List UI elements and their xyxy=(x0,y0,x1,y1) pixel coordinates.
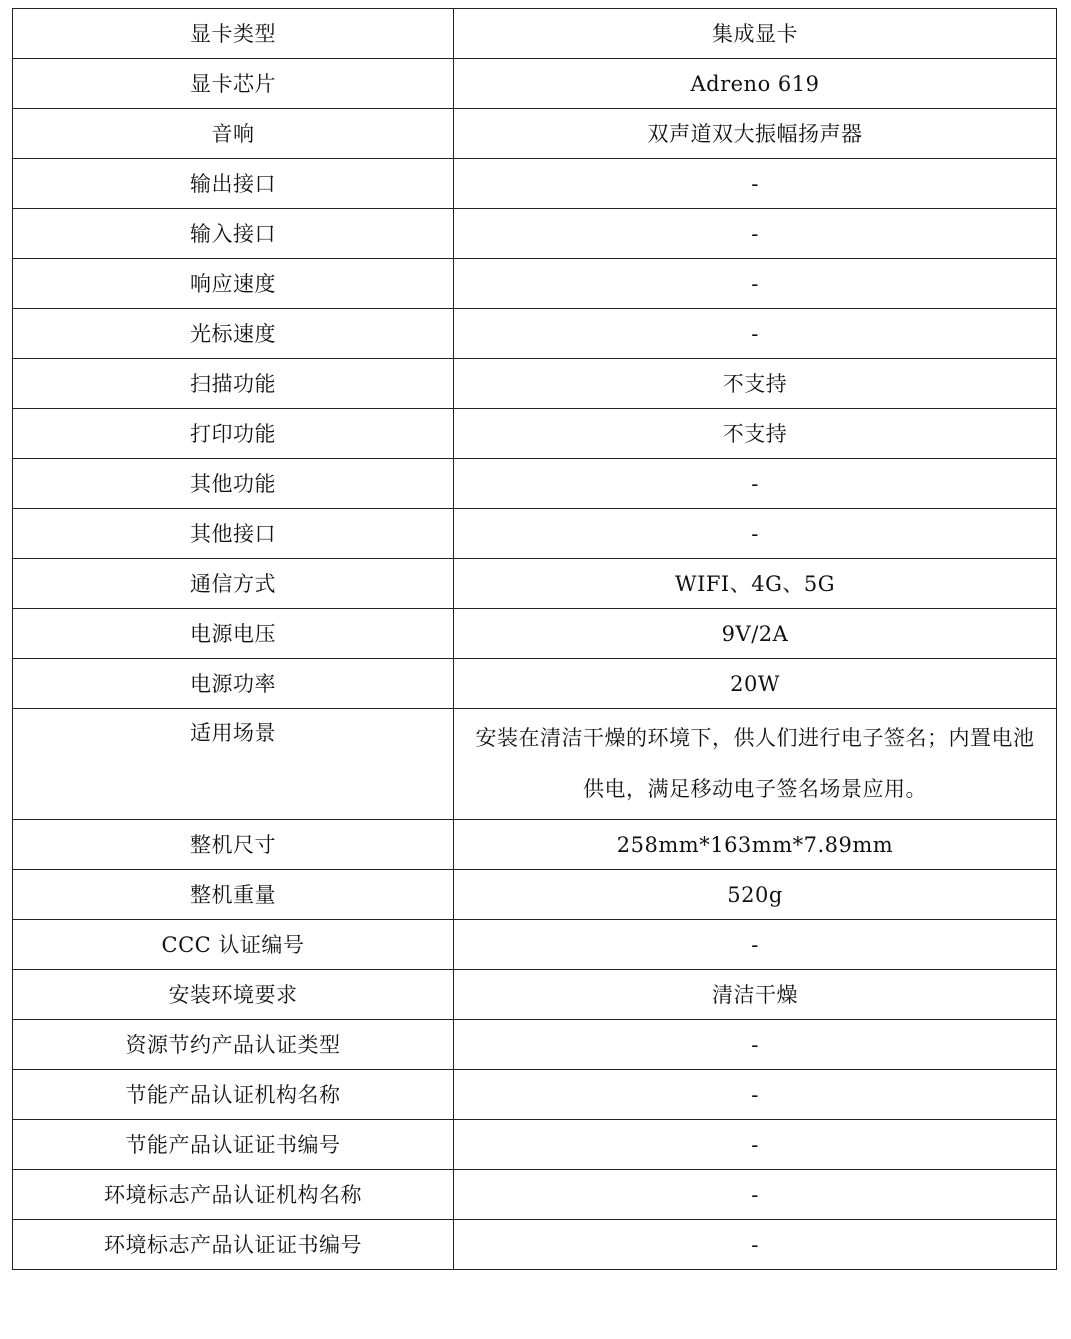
table-row xyxy=(13,970,1057,1020)
row-value: - xyxy=(454,509,1057,559)
row-value: 双声道双大振幅扬声器 xyxy=(454,109,1057,159)
table-row xyxy=(13,920,1057,970)
row-label: 输出接口 xyxy=(13,159,454,209)
table-row xyxy=(13,509,1057,559)
table-row xyxy=(13,1120,1057,1170)
row-label: 其他接口 xyxy=(13,509,454,559)
row-label: 电源电压 xyxy=(13,609,454,659)
row-value: 258mm*163mm*7.89mm xyxy=(454,820,1057,870)
table-row xyxy=(13,359,1057,409)
table-row xyxy=(13,559,1057,609)
row-label: 扫描功能 xyxy=(13,359,454,409)
table-row xyxy=(13,659,1057,709)
row-label: 光标速度 xyxy=(13,309,454,359)
row-value: 9V/2A xyxy=(454,609,1057,659)
row-label: CCC 认证编号 xyxy=(13,920,454,970)
row-label: 节能产品认证机构名称 xyxy=(13,1070,454,1120)
row-value: 不支持 xyxy=(454,359,1057,409)
row-value: 清洁干燥 xyxy=(454,970,1057,1020)
row-value: Adreno 619 xyxy=(454,59,1057,109)
table-row xyxy=(13,209,1057,259)
row-value: - xyxy=(454,920,1057,970)
row-value: - xyxy=(454,1070,1057,1120)
row-label: 响应速度 xyxy=(13,259,454,309)
table-row xyxy=(13,1170,1057,1220)
table-row xyxy=(13,459,1057,509)
table-row xyxy=(13,159,1057,209)
row-label: 显卡类型 xyxy=(13,9,454,59)
table-row xyxy=(13,259,1057,309)
row-value: - xyxy=(454,159,1057,209)
row-label: 安装环境要求 xyxy=(13,970,454,1020)
row-value: 不支持 xyxy=(454,409,1057,459)
row-value: WIFI、4G、5G xyxy=(454,559,1057,609)
row-value: 520g xyxy=(454,870,1057,920)
table-row xyxy=(13,1220,1057,1270)
row-value: 集成显卡 xyxy=(454,9,1057,59)
row-value: - xyxy=(454,1020,1057,1070)
row-label: 输入接口 xyxy=(13,209,454,259)
row-value: - xyxy=(454,1120,1057,1170)
spec-table xyxy=(12,8,1057,1270)
table-row xyxy=(13,1020,1057,1070)
table-row xyxy=(13,1070,1057,1120)
row-label: 电源功率 xyxy=(13,659,454,709)
table-row xyxy=(13,309,1057,359)
row-value: - xyxy=(454,459,1057,509)
row-value: - xyxy=(454,209,1057,259)
table-row xyxy=(13,820,1057,870)
row-label: 打印功能 xyxy=(13,409,454,459)
row-label: 节能产品认证证书编号 xyxy=(13,1120,454,1170)
row-label: 环境标志产品认证证书编号 xyxy=(13,1220,454,1270)
row-label: 资源节约产品认证类型 xyxy=(13,1020,454,1070)
table-row xyxy=(13,59,1057,109)
row-label: 音响 xyxy=(13,109,454,159)
row-label: 整机重量 xyxy=(13,870,454,920)
table-row xyxy=(13,409,1057,459)
row-label: 显卡芯片 xyxy=(13,59,454,109)
row-value: 20W xyxy=(454,659,1057,709)
table-row xyxy=(13,9,1057,59)
row-value: - xyxy=(454,259,1057,309)
table-row xyxy=(13,709,1057,820)
row-label: 通信方式 xyxy=(13,559,454,609)
row-label: 适用场景 xyxy=(13,709,454,820)
table-row xyxy=(13,109,1057,159)
row-value: - xyxy=(454,1220,1057,1270)
table-row xyxy=(13,609,1057,659)
row-label: 其他功能 xyxy=(13,459,454,509)
table-row xyxy=(13,870,1057,920)
row-value: 安装在清洁干燥的环境下，供人们进行电子签名；内置电池供电，满足移动电子签名场景应用。 xyxy=(454,709,1057,820)
row-label: 整机尺寸 xyxy=(13,820,454,870)
row-value: - xyxy=(454,309,1057,359)
row-label: 环境标志产品认证机构名称 xyxy=(13,1170,454,1220)
row-value: - xyxy=(454,1170,1057,1220)
